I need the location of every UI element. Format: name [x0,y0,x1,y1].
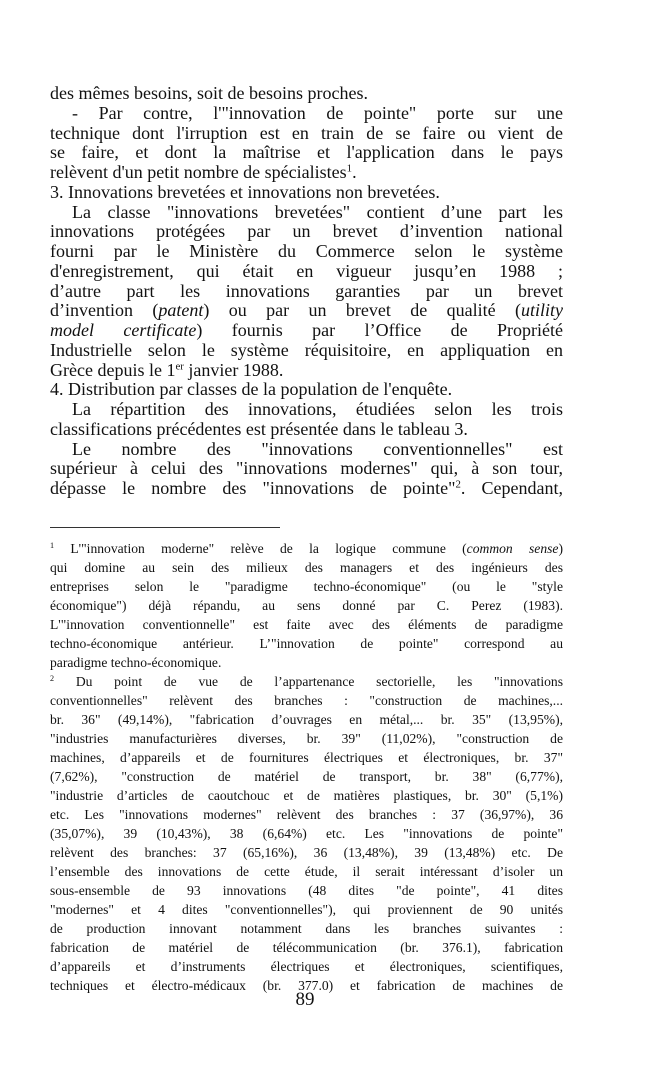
text-run: d'enregistrement, qui était en vigueur jusqu’en 1988 ; [50,260,563,281]
text-run: "modernes" et 4 dites "conventionnelles"), qui proviennent de 90 unités [50,902,563,917]
text-line [50,420,563,440]
text-run: relèvent des branches: 37 (65,16%), 36 (13,48%), 39 (13,48%) etc. De [50,845,563,860]
text-line [50,440,563,460]
text-run: (35,07%), 39 (10,43%), 38 (6,64%) etc. Les "innovations de pointe" [50,826,563,841]
text-run: janvier 1988. [183,359,284,380]
footnote-line [50,900,563,919]
text-run: 3. Innovations brevetées et innovations non brevetées. [50,181,440,202]
footnote-line [50,729,563,748]
footnote-line [50,558,563,577]
footnote-line [50,957,563,976]
footnote-ref: 1 [346,162,353,175]
text-run: (7,62%), "construction de matériel de transport, br. 38" (6,77%), [50,769,563,784]
text-run: ) fournis par l’Office de Propriété [196,320,563,340]
body-text [50,84,563,499]
footnote-line [50,767,563,786]
text-run: "industrie d’articles de caoutchouc et de matières plastiques, br. 30" (5,1%) [50,788,563,803]
text-line [50,400,563,420]
text-run: Du point de vue de l’appartenance sectorielle, les "innovations [54,674,563,689]
text-run: économique") déjà répandu, au sens donné par C. Perez (1983). [50,598,563,613]
text-run: conventionnelles" relèvent des branches : "construction de machines,... [50,693,563,708]
footnote-ref: 2 [50,674,55,684]
text-run: fourni par le Ministère du Commerce selon le système [50,241,563,261]
footnote-line [50,615,563,634]
text-run: supérieur à celui des "innovations modernes" qui, à son tour, [50,458,563,479]
text-run: 4. Distribution par classes de la population de l'enquête. [50,379,453,400]
text-run: d’autre part les innovations garanties par un brevet [50,280,563,301]
text-run: br. 36" (49,14%), "fabrication d’ouvrages en métal,... br. 35" (13,95%), [50,712,563,727]
text-run: La classe "innovations brevetées" contient d’une part les [72,201,563,222]
footnotes [50,539,563,995]
text-run: Grèce depuis le 1 [50,359,176,380]
footnote-line [50,938,563,957]
text-line [50,183,563,203]
footnote-line [50,634,563,653]
text-run: relèvent d'un petit nombre de spécialistes [50,162,347,182]
text-run: innovations protégées par un brevet d’invention national [50,221,563,242]
text-run: classifications précédentes est présentée dans le tableau 3. [50,418,468,439]
text-run: des mêmes besoins, soit de besoins proches. [50,83,368,103]
footnote-line [50,919,563,938]
text-run: ) ou par un brevet de qualité ( [203,300,521,321]
text-line [50,124,563,144]
italic-text: common sense [466,541,559,556]
text-line [50,321,563,341]
footnote-line [50,653,563,672]
footnote-line [50,786,563,805]
text-run: qui domine au sein des milieux des managers et des ingénieurs des [50,560,563,575]
text-run: technique dont l'irruption est en train de se faire ou vient de [50,122,563,143]
text-run: l’ensemble des innovations de cette étude, il serait intéressant d’isoler un [50,864,563,879]
footnote-line [50,748,563,767]
footnote-line [50,881,563,900]
text-line [50,341,563,361]
italic-text: utility [521,300,563,321]
text-line [50,242,563,262]
text-run: Le nombre des "innovations conventionnelles" est [72,438,563,459]
text-run: . [352,162,357,182]
text-run: sous-ensemble de 93 innovations (48 dites "de pointe", 41 dites [50,883,563,898]
text-run: techniques et électro-médicaux (br. 377.0) et fabrication de machines de [50,978,563,993]
text-line [50,301,563,321]
text-line [50,262,563,282]
text-line [50,479,563,499]
text-run: fabrication de matériel de télécommunication (br. 376.1), fabrication [50,940,563,955]
text-run: etc. Les "innovations modernes" relèvent des branches : 37 (36,97%), 36 [50,807,563,822]
footnote-line [50,805,563,824]
text-run: techno-économique antérieur. L’"innovation de pointe" correspond au [50,636,563,651]
text-line [50,361,563,381]
text-run: La répartition des innovations, étudiées selon les trois [72,399,563,419]
text-line [50,282,563,302]
text-run: se faire, et dont la maîtrise et l'application dans le pays [50,142,563,163]
text-line [50,84,563,104]
footnote-ref: 1 [50,541,55,551]
text-run: d’invention ( [50,300,159,321]
footnote-line [50,691,563,710]
footnote-line [50,843,563,862]
text-line [50,104,563,124]
text-run: de production innovant notamment dans les branches suivantes : [50,921,563,936]
text-run: L'"innovation moderne" relève de la logique commune ( [54,541,467,556]
text-run: - Par contre, l'"innovation de pointe" porte sur une [72,102,563,123]
footnote-line [50,596,563,615]
footnote-line [50,577,563,596]
text-run: machines, d’appareils et de fournitures électriques et électroniques, br. 37" [50,750,563,765]
text-run: entreprises selon le "paradigme techno-économique" (ou le "style [50,579,563,594]
text-run: "industries manufacturières diverses, br. 39" (11,02%), "construction de [50,731,563,746]
text-line [50,222,563,242]
text-run: L'"innovation conventionnelle" est faite avec des éléments de paradigme [50,617,563,632]
page-number: 89 [295,989,315,1010]
italic-text: patent [158,300,204,321]
text-line [50,380,563,400]
footnote-ref: 2 [455,478,461,491]
italic-text: model certificate [50,320,197,340]
text-run: ) [558,541,563,556]
footnote-line [50,539,563,558]
text-line [50,163,563,183]
footnote-ref: er [175,360,184,373]
text-line [50,143,563,163]
footnote-line [50,824,563,843]
footnote-separator [50,527,280,528]
text-run: . Cependant, [460,478,563,498]
footnote-line [50,862,563,881]
text-line [50,203,563,223]
text-run: Industrielle selon le système réquisitoire, en appliquation en [50,339,563,360]
footnote-line [50,710,563,729]
text-run: paradigme techno-économique. [50,655,222,670]
text-run: d’appareils et d’instruments électriques et électroniques, scientifiques, [50,959,563,974]
footnote-line [50,672,563,691]
text-run: dépasse le nombre des "innovations de pointe" [50,478,456,498]
text-line [50,459,563,479]
